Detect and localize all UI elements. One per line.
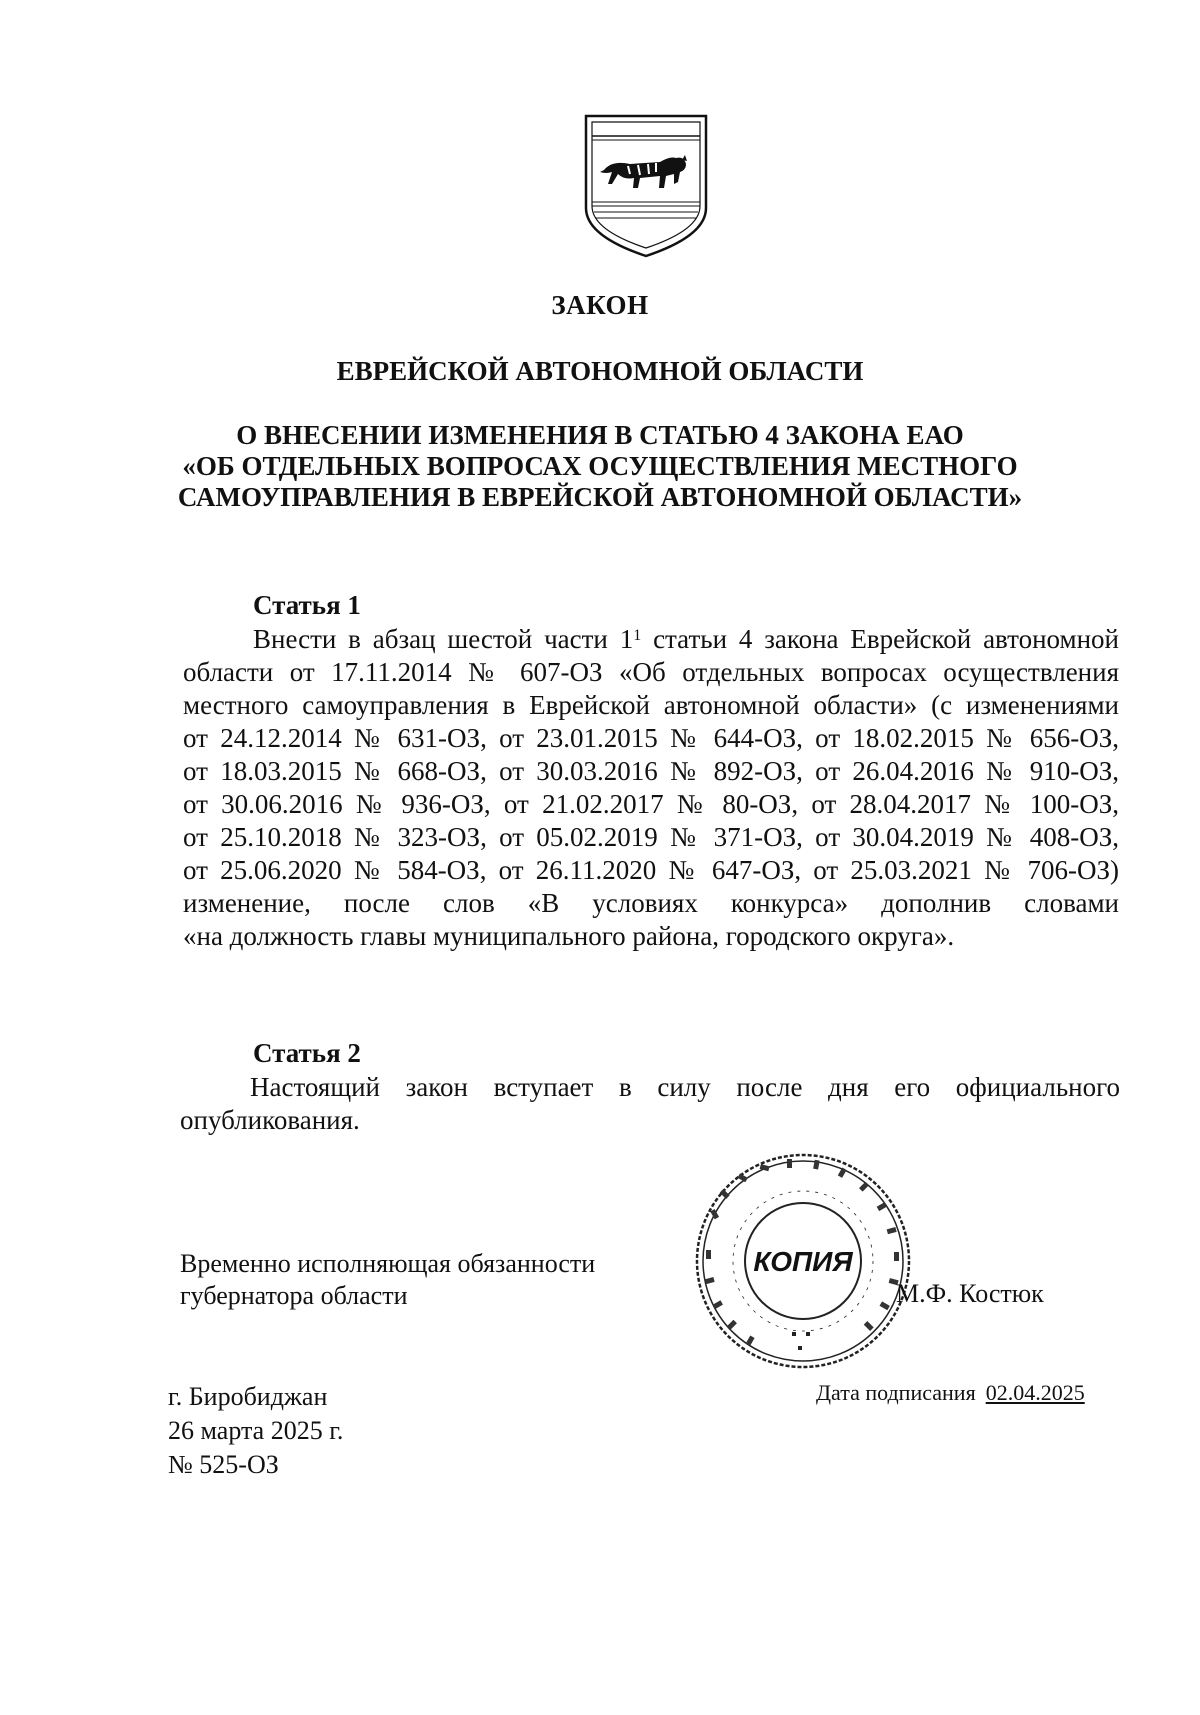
signatory-name: М.Ф. Костюк (896, 1279, 1044, 1308)
article-1-line: от 25.10.2018 № 323-ОЗ, от 05.02.2019 № 371-ОЗ, от 30.04.2019 № 408-ОЗ, (183, 822, 1119, 852)
article-2-line: опубликования. (180, 1105, 360, 1135)
law-subject-title (150, 420, 1050, 513)
signatory-position: Временно исполняющая обязанности губернатора области (180, 1249, 596, 1310)
city: г. Биробиджан (168, 1382, 328, 1411)
article-1-line: от 25.06.2020 № 584-ОЗ, от 26.11.2020 № 647-ОЗ, от 25.03.2021 № 706-ОЗ) (183, 855, 1119, 885)
signing-date: Дата подписания 02.04.2025 (816, 1380, 1085, 1405)
article-1-line: от 24.12.2014 № 631-ОЗ, от 23.01.2015 № 644-ОЗ, от 18.02.2015 № 656-ОЗ, (183, 723, 1119, 753)
document-footer (168, 1380, 343, 1482)
article-1-line: от 18.03.2015 № 668-ОЗ, от 30.03.2016 № 892-ОЗ, от 26.04.2016 № 910-ОЗ, (183, 756, 1119, 786)
article-1-text (183, 623, 1119, 953)
article-2-heading: Статья 2 (253, 1038, 361, 1068)
coat-of-arms-emblem (582, 112, 710, 260)
article-1-line: области от 17.11.2014 № 607-ОЗ «Об отдельных вопросах осуществления (183, 657, 1119, 687)
article-2-line: Настоящий закон вступает в силу после дня его официального (250, 1072, 1120, 1102)
superscript: 1 (633, 627, 642, 644)
article-2-text (180, 1071, 1120, 1137)
signing-date-value: 02.04.2025 (985, 1380, 1085, 1405)
article-1-line: местного самоуправления в Еврейской автономной области» (с изменениями (183, 690, 1119, 720)
official-seal-stamp (692, 1150, 914, 1372)
seal-center-text: КОПИЯ (753, 1246, 853, 1277)
article-1-line: «на должность главы муниципального района, городского округа». (183, 921, 955, 951)
subject-line: «ОБ ОТДЕЛЬНЫХ ВОПРОСАХ ОСУЩЕСТВЛЕНИЯ МЕСТНОГО (182, 451, 1018, 481)
law-number: № 525-ОЗ (168, 1450, 279, 1479)
article-1-line: от 30.06.2016 № 936-ОЗ, от 21.02.2017 № 80-ОЗ, от 28.04.2017 № 100-ОЗ, (183, 789, 1119, 819)
article-1-heading: Статья 1 (253, 590, 361, 620)
article-1-line: изменение, после слов «В условиях конкурса» дополнив словами (183, 888, 1119, 918)
tiger-icon (600, 155, 687, 188)
subject-line: О ВНЕСЕНИИ ИЗМЕНЕНИЯ В СТАТЬЮ 4 ЗАКОНА ЕАО (236, 420, 964, 450)
document-title: ЗАКОН (551, 290, 649, 320)
subject-line: САМОУПРАВЛЕНИЯ В ЕВРЕЙСКОЙ АВТОНОМНОЙ ОБЛАСТИ» (177, 482, 1023, 512)
region-title: ЕВРЕЙСКОЙ АВТОНОМНОЙ ОБЛАСТИ (336, 356, 864, 386)
article-1-line: Внести в абзац шестой части $1^1$ статьи 4 закона Еврейской автономной (253, 624, 1119, 654)
law-date: 26 марта 2025 г. (168, 1416, 344, 1445)
